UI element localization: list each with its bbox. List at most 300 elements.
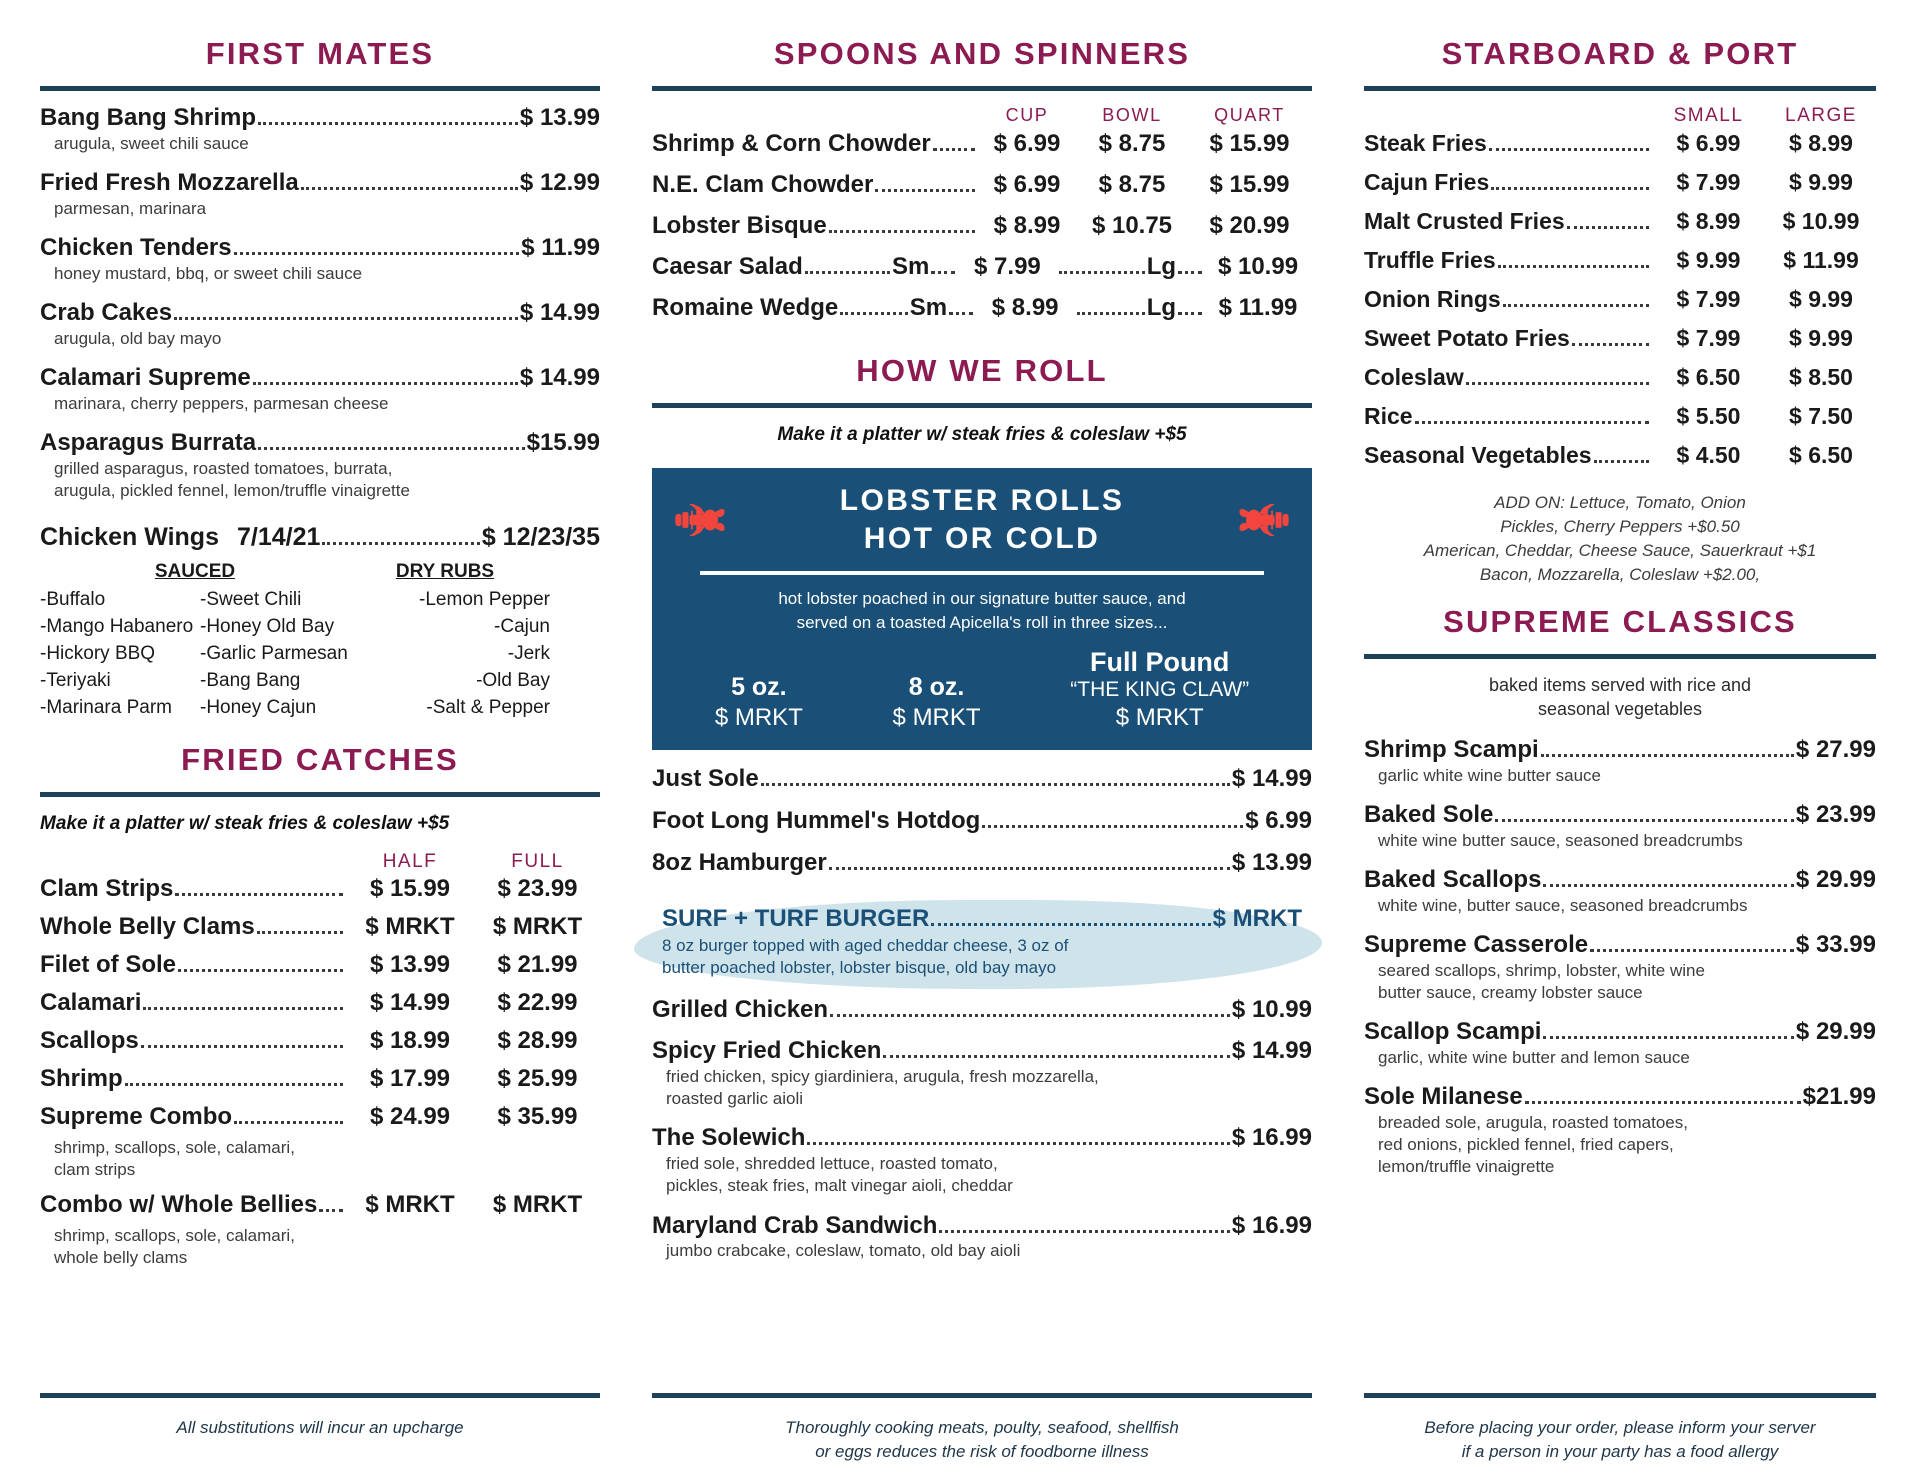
chicken-wings-name: Chicken Wings: [40, 522, 219, 551]
chicken-wings-row: [40, 523, 600, 552]
fried-catches-column-headers: [40, 851, 600, 873]
wing-flavor: -Honey Cajun: [200, 696, 317, 718]
leader-dots: [1590, 949, 1794, 952]
fried-catch-name: Whole Belly Clams: [40, 912, 255, 940]
salad-large-label: Lg: [1146, 253, 1177, 280]
menu-item-price: $ 14.99: [519, 298, 600, 326]
lobster-box-title-line1: LOBSTER ROLLS: [839, 484, 1125, 517]
leader-dots: [883, 1055, 1230, 1058]
fried-catch-item: [40, 1103, 600, 1181]
divider-rule: [1364, 1393, 1876, 1398]
side-row: [1364, 247, 1876, 274]
side-name: Cajun Fries: [1364, 169, 1490, 195]
menu-item: [40, 430, 600, 502]
menu-item-row: [652, 997, 1312, 1024]
leader-dots: [1543, 1036, 1794, 1039]
leader-dots: [257, 931, 343, 934]
side-small-price: $ 9.99: [1676, 247, 1741, 273]
wing-flavor: -Honey Old Bay: [200, 615, 335, 637]
menu-item-price: $ 11.99: [521, 233, 600, 261]
how-we-roll-list-top: [652, 766, 1312, 892]
side-name: Onion Rings: [1364, 286, 1501, 312]
first-mates-list: [40, 105, 600, 517]
leader-dots: [174, 317, 518, 320]
menu-item-name: The Solewich: [652, 1124, 806, 1152]
supreme-classics-note: baked items served with rice and seasonal vegetables: [1488, 674, 1752, 719]
menu-item-row: [1364, 932, 1876, 959]
fried-catch-row: [40, 913, 600, 941]
leader-dots: [939, 1230, 1230, 1233]
side-small-price: $ 8.99: [1676, 208, 1741, 234]
supreme-classics-list: [1364, 737, 1876, 1193]
side-name: Malt Crusted Fries: [1364, 208, 1565, 234]
menu-item-price: $15.99: [526, 428, 600, 456]
menu-item: [40, 105, 600, 155]
side-small-price: $ 7.99: [1676, 169, 1741, 195]
col-small-label: SMALL: [1673, 105, 1744, 126]
soup-quart-price: $ 15.99: [1209, 130, 1290, 157]
menu-item-name: Scallop Scampi: [1364, 1018, 1542, 1046]
lobster-size-label: 5 oz.: [731, 673, 787, 702]
leader-dots: [1178, 271, 1202, 274]
footer-right: [1364, 1393, 1876, 1465]
menu-item-row: [40, 235, 600, 262]
soup-name: Shrimp & Corn Chowder: [652, 130, 931, 157]
menu-item-row: [40, 170, 600, 197]
footer-middle: [652, 1393, 1312, 1465]
menu-item: [1364, 737, 1876, 787]
menu-item-price: $ 14.99: [519, 363, 600, 391]
lobster-king-price: $ MRKT: [1115, 704, 1204, 732]
side-small-price: $ 7.99: [1676, 325, 1741, 351]
leader-dots: [322, 542, 479, 545]
col-full-label: FULL: [511, 850, 564, 872]
leader-dots: [840, 312, 908, 315]
starboard-column-headers: [1364, 105, 1876, 127]
salad-row: [652, 294, 1312, 322]
leader-dots: [1059, 271, 1144, 274]
spoons-column-headers: [652, 105, 1312, 126]
col-large-label: LARGE: [1785, 105, 1857, 126]
leader-dots: [875, 189, 975, 192]
menu-item-description: honey mustard, bbq, or sweet chili sauce: [54, 263, 363, 283]
menu-item: [652, 1213, 1312, 1263]
leader-dots: [1567, 226, 1649, 229]
menu-item-row: [652, 766, 1312, 793]
wings-dry-rubs-col: [360, 587, 550, 722]
wing-flavor: -Marinara Parm: [40, 696, 172, 718]
menu-item: [40, 300, 600, 350]
how-we-roll-platter-note: Make it a platter w/ steak fries & coleslaw +$5: [777, 424, 1187, 445]
leader-dots: [761, 783, 1230, 786]
fried-catch-row: [40, 1191, 600, 1219]
menu-item-price: $ 13.99: [1231, 848, 1312, 876]
fried-catch-item: [40, 951, 600, 979]
menu-item: [652, 1125, 1312, 1197]
side-row: [1364, 169, 1876, 196]
leader-dots: [1178, 312, 1202, 315]
how-we-roll-list-bottom: [652, 997, 1312, 1278]
leader-dots: [1543, 884, 1794, 887]
soup-name: Lobster Bisque: [652, 212, 827, 239]
wings-sauced-label: SAUCED: [154, 560, 236, 582]
side-small-price: $ 6.50: [1676, 364, 1741, 390]
lobster-box-description: hot lobster poached in our signature butter sauce, and served on a toasted Apicella's roll in three sizes...: [778, 588, 1186, 632]
side-large-price: $ 9.99: [1789, 325, 1853, 351]
fried-catch-full-price: $ MRKT: [492, 1190, 583, 1218]
wing-flavor: -Lemon Pepper: [419, 588, 550, 610]
menu-item-name: 8oz Hamburger: [652, 848, 827, 876]
lobster-size-price: $ MRKT: [892, 704, 981, 732]
menu-item-price: $ 10.99: [1231, 995, 1312, 1023]
lobster-box-header: [670, 482, 1294, 559]
fried-catch-name: Scallops: [40, 1026, 139, 1054]
fried-catch-half-price: $ 15.99: [369, 874, 451, 902]
fried-catch-item: [40, 913, 600, 941]
surf-turf-highlight: [652, 898, 1312, 989]
side-name: Sweet Potato Fries: [1364, 325, 1570, 351]
side-name: Rice: [1364, 403, 1413, 429]
chicken-wings-counts: 7/14/21: [236, 522, 321, 551]
menu-item-price: $ 14.99: [1231, 765, 1312, 793]
soup-quart-price: $ 20.99: [1209, 212, 1290, 239]
lobster-rolls-box: [652, 468, 1312, 750]
leader-dots: [258, 122, 518, 125]
section-title-starboard: STARBOARD & PORT: [1441, 36, 1799, 71]
fried-catches-platter-note: Make it a platter w/ steak fries & coleslaw +$5: [40, 812, 450, 834]
lobster-size-price: $ MRKT: [714, 704, 803, 732]
menu-item-row: [1364, 867, 1876, 894]
fried-catch-item: [40, 1191, 600, 1269]
leader-dots: [319, 1209, 343, 1212]
lobster-king-nickname: “THE KING CLAW”: [1070, 678, 1250, 702]
fried-catch-row: [40, 1027, 600, 1055]
menu-item-row: [1364, 1084, 1876, 1111]
fried-catch-full-price: $ 23.99: [497, 874, 578, 902]
leader-dots: [178, 969, 343, 972]
divider-rule: [40, 1393, 600, 1398]
divider-rule: [1364, 654, 1876, 659]
leader-dots: [1572, 343, 1649, 346]
fried-catch-name: Supreme Combo: [40, 1102, 233, 1130]
soup-cup-price: $ 6.99: [993, 130, 1061, 157]
leader-dots: [1466, 382, 1649, 385]
menu-item-description: grilled asparagus, roasted tomatoes, burrata, arugula, pickled fennel, lemon/truffle vinaigrette: [54, 458, 410, 500]
lobster-size-option: [893, 673, 981, 732]
soup-name: N.E. Clam Chowder: [652, 171, 874, 198]
menu-item-description: fried sole, shredded lettuce, roasted tomato, pickles, steak fries, malt vinegar aioli, cheddar: [666, 1154, 1013, 1196]
footer-left-text: All substitutions will incur an upcharge: [176, 1417, 464, 1437]
section-title-fried-catches: FRIED CATCHES: [181, 741, 459, 777]
side-large-price: $ 9.99: [1789, 286, 1853, 312]
menu-item: [652, 808, 1312, 835]
salad-small-price: $ 7.99: [974, 253, 1041, 280]
section-title-first-mates: FIRST MATES: [205, 36, 435, 71]
salads-list: [652, 253, 1312, 335]
lobster-icon: [1238, 500, 1294, 540]
salad-name: Caesar Salad: [652, 253, 803, 280]
menu-item-row: [40, 105, 600, 132]
side-small-price: $ 4.50: [1676, 442, 1741, 468]
leader-dots: [1503, 304, 1649, 307]
menu-item-price: $ 29.99: [1795, 866, 1876, 894]
side-large-price: $ 10.99: [1782, 208, 1860, 234]
menu-item-description: arugula, sweet chili sauce: [54, 133, 249, 153]
leader-dots: [1077, 312, 1145, 315]
menu-item-description: arugula, old bay mayo: [54, 328, 222, 348]
side-name: Coleslaw: [1364, 364, 1464, 390]
menu-item-name: Grilled Chicken: [652, 995, 829, 1023]
leader-dots: [1415, 421, 1649, 424]
fried-catch-row: [40, 1103, 600, 1131]
add-on-note: ADD ON: Lettuce, Tomato, Onion Pickles, Cherry Peppers +$0.50 American, Cheddar, Cheese Sauce, Sauerkraut +$1 Bacon, Mozzarella, Coleslaw +$2.00,: [1423, 493, 1817, 585]
wing-flavor: -Jerk: [507, 642, 550, 664]
menu-item: [652, 997, 1312, 1024]
menu-item-row: [1364, 802, 1876, 829]
menu-item-name: Calamari Supreme: [40, 363, 251, 391]
lobster-size-option: [715, 673, 803, 732]
fried-catch-name: Shrimp: [40, 1064, 123, 1092]
fried-catch-full-price: $ 21.99: [497, 950, 578, 978]
section-title-spoons: SPOONS AND SPINNERS: [773, 36, 1191, 71]
col-cup-label: CUP: [1005, 105, 1049, 125]
menu-item-description: parmesan, marinara: [54, 198, 207, 218]
lobster-box-title: [726, 482, 1238, 559]
menu-item-name: Baked Scallops: [1364, 866, 1542, 894]
leader-dots: [830, 1014, 1230, 1017]
menu-item: [1364, 1084, 1876, 1178]
menu-item: [1364, 867, 1876, 917]
side-small-price: $ 5.50: [1676, 403, 1741, 429]
leader-dots: [829, 867, 1230, 870]
menu-item-name: Maryland Crab Sandwich: [652, 1211, 938, 1239]
side-name: Truffle Fries: [1364, 247, 1496, 273]
menu-item-price: $ 16.99: [1231, 1211, 1312, 1239]
fried-catch-name: Filet of Sole: [40, 950, 177, 978]
fried-catch-item: [40, 875, 600, 903]
menu-item-price: $ 6.99: [1245, 806, 1312, 834]
divider-rule: [652, 403, 1312, 408]
chicken-wings-price: $ 12/23/35: [481, 522, 600, 551]
menu-item: [652, 850, 1312, 877]
leader-dots: [1525, 1101, 1801, 1104]
menu-item-name: Sole Milanese: [1364, 1083, 1523, 1111]
wing-flavor: -Bang Bang: [200, 669, 301, 691]
surf-turf-row: [662, 905, 1302, 933]
soup-row: [652, 130, 1312, 158]
side-row: [1364, 286, 1876, 313]
surf-turf-name: SURF + TURF BURGER: [662, 904, 930, 932]
wings-dry-rubs-label: DRY RUBS: [395, 560, 495, 582]
menu-item-name: Spicy Fried Chicken: [652, 1037, 882, 1065]
side-small-price: $ 7.99: [1676, 286, 1741, 312]
section-title-supreme-classics: SUPREME CLASSICS: [1443, 603, 1797, 639]
soup-bowl-price: $ 8.75: [1098, 171, 1166, 198]
fried-catch-half-price: $ 17.99: [369, 1064, 451, 1092]
leader-dots: [807, 1142, 1230, 1145]
divider-rule: [40, 86, 600, 91]
salad-small-label: Sm: [909, 294, 948, 321]
fried-catch-full-price: $ 22.99: [497, 988, 578, 1016]
menu-item-price: $ 29.99: [1795, 1018, 1876, 1046]
wing-flavor: -Sweet Chili: [200, 588, 302, 610]
fried-catch-half-price: $ MRKT: [365, 912, 455, 940]
col-half-label: HALF: [382, 850, 438, 872]
menu-item-description: garlic, white wine butter and lemon sauce: [1378, 1047, 1690, 1067]
divider-rule: [652, 1393, 1312, 1398]
fried-catch-item: [40, 989, 600, 1017]
section-title-how-we-roll: HOW WE ROLL: [856, 353, 1108, 388]
leader-dots: [234, 1121, 343, 1124]
menu-item-description: jumbo crabcake, coleslaw, tomato, old bay aioli: [666, 1241, 1021, 1261]
fried-catch-item: [40, 1027, 600, 1055]
menu-item-row: [40, 300, 600, 327]
menu-item-row: [652, 1038, 1312, 1065]
side-large-price: $ 8.50: [1789, 364, 1853, 390]
leader-dots: [175, 893, 343, 896]
menu-item-row: [1364, 1019, 1876, 1046]
soups-list: [652, 130, 1312, 253]
starboard-list: [1364, 130, 1876, 481]
footer-right-text: Before placing your order, please inform your server if a person in your party has a food allergy: [1424, 1417, 1816, 1462]
leader-dots: [829, 230, 975, 233]
menu-item-price: $ 23.99: [1795, 801, 1876, 829]
surf-turf-price: $ MRKT: [1212, 904, 1302, 932]
menu-item-row: [652, 1213, 1312, 1240]
menu-item-row: [652, 808, 1312, 835]
menu-item: [40, 235, 600, 285]
fried-catch-half-price: $ MRKT: [365, 1190, 455, 1218]
leader-dots: [1495, 819, 1794, 822]
leader-dots: [301, 187, 518, 190]
fried-catch-full-price: $ MRKT: [492, 912, 583, 940]
salad-large-price: $ 10.99: [1217, 253, 1299, 280]
side-large-price: $ 6.50: [1789, 442, 1853, 468]
fried-catch-half-price: $ 24.99: [369, 1102, 451, 1130]
divider-rule: [40, 792, 600, 797]
leader-dots: [234, 252, 520, 255]
wings-column-headers: [40, 561, 600, 583]
menu-item-price: $ 33.99: [1795, 931, 1876, 958]
salad-small-price: $ 8.99: [991, 294, 1059, 321]
menu-item-description: fried chicken, spicy giardiniera, arugula, fresh mozzarella, roasted garlic aioli: [666, 1067, 1099, 1109]
soup-cup-price: $ 6.99: [993, 171, 1061, 198]
menu-item-description: garlic white wine butter sauce: [1378, 765, 1602, 785]
menu-item-row: [652, 1125, 1312, 1152]
col-quart-label: QUART: [1214, 105, 1285, 125]
column-right: [1364, 36, 1876, 1473]
menu-item-description: breaded sole, arugula, roasted tomatoes, red onions, pickled fennel, fried capers, lemon/truffle vinaigrette: [1378, 1112, 1688, 1177]
soup-row: [652, 171, 1312, 199]
wing-flavor: -Teriyaki: [40, 669, 111, 691]
leader-dots: [982, 825, 1243, 828]
leader-dots: [949, 312, 973, 315]
fried-catch-row: [40, 875, 600, 903]
side-row: [1364, 364, 1876, 391]
fried-catch-name: Calamari: [40, 988, 142, 1016]
salad-small-label: Sm: [892, 253, 930, 280]
fried-catch-name: Clam Strips: [40, 874, 174, 902]
menu-item-row: [1364, 737, 1876, 764]
leader-dots: [805, 271, 890, 274]
wings-sauced-col2: [200, 587, 360, 722]
side-row: [1364, 130, 1876, 157]
menu-item-price: $ 14.99: [1231, 1037, 1312, 1065]
menu-item-name: Chicken Tenders: [40, 233, 232, 261]
menu-item-row: [40, 365, 600, 392]
side-large-price: $ 8.99: [1789, 130, 1853, 156]
fried-catch-full-price: $ 25.99: [497, 1064, 578, 1092]
leader-dots: [141, 1045, 343, 1048]
fried-catch-half-price: $ 18.99: [369, 1026, 451, 1054]
leader-dots: [1498, 265, 1649, 268]
menu-item-name: Foot Long Hummel's Hotdog: [652, 806, 981, 834]
wings-flavor-lists: [40, 587, 600, 722]
leader-dots: [1594, 460, 1649, 463]
lobster-size-option-king: [1070, 647, 1249, 732]
lobster-box-sizes: [670, 647, 1294, 732]
fried-catch-item: [40, 1065, 600, 1093]
fried-catch-full-price: $ 28.99: [497, 1026, 578, 1054]
leader-dots: [1489, 148, 1649, 151]
soup-row: [652, 212, 1312, 240]
wing-flavor: -Hickory BBQ: [40, 642, 156, 664]
menu-item-name: Baked Sole: [1364, 801, 1494, 829]
lobster-king-label: Full Pound: [1089, 647, 1230, 678]
menu-item: [1364, 932, 1876, 1004]
footer-middle-text: Thoroughly cooking meats, poulty, seafood, shellfish or eggs reduces the risk of foodborne illness: [785, 1417, 1179, 1462]
leader-dots: [125, 1083, 343, 1086]
menu-item-name: Bang Bang Shrimp: [40, 104, 257, 131]
menu-item: [1364, 1019, 1876, 1069]
wings-sauced-col1: [40, 587, 200, 722]
menu-item-name: Shrimp Scampi: [1364, 736, 1539, 764]
soup-bowl-price: $ 10.75: [1091, 212, 1173, 239]
fried-catch-half-price: $ 13.99: [369, 950, 451, 978]
column-left: [40, 36, 600, 1473]
menu-item: [652, 1038, 1312, 1110]
lobster-size-label: 8 oz.: [908, 673, 965, 702]
menu-item-row: [40, 430, 600, 457]
menu-item-description: seared scallops, shrimp, lobster, white wine butter sauce, creamy lobster sauce: [1378, 960, 1705, 1002]
fried-catches-list: [40, 875, 600, 1279]
menu-item-price: $ 27.99: [1795, 736, 1876, 764]
leader-dots: [143, 1007, 343, 1010]
lobster-box-divider: [700, 571, 1264, 575]
leader-dots: [253, 382, 518, 385]
menu-item-description: white wine, butter sauce, seasoned breadcrumbs: [1378, 895, 1748, 915]
footer-left: [40, 1393, 600, 1465]
soup-quart-price: $ 15.99: [1209, 171, 1290, 198]
menu-item-price: $ 12.99: [519, 168, 600, 196]
side-name: Seasonal Vegetables: [1364, 442, 1592, 468]
menu-item-row: [652, 850, 1312, 877]
side-row: [1364, 208, 1876, 235]
menu-item-name: Fried Fresh Mozzarella: [40, 168, 299, 196]
side-row: [1364, 403, 1876, 430]
fried-catch-row: [40, 1065, 600, 1093]
menu-item: [40, 365, 600, 415]
salad-large-label: Lg: [1146, 294, 1177, 321]
menu-item-description: marinara, cherry peppers, parmesan cheese: [54, 393, 389, 413]
leader-dots: [258, 447, 525, 450]
menu-item-price: $ 13.99: [519, 104, 600, 131]
lobster-icon: [670, 500, 726, 540]
wing-flavor: -Mango Habanero: [40, 615, 194, 637]
fried-catch-full-price: $ 35.99: [497, 1102, 578, 1130]
fried-catch-row: [40, 989, 600, 1017]
side-row: [1364, 442, 1876, 469]
